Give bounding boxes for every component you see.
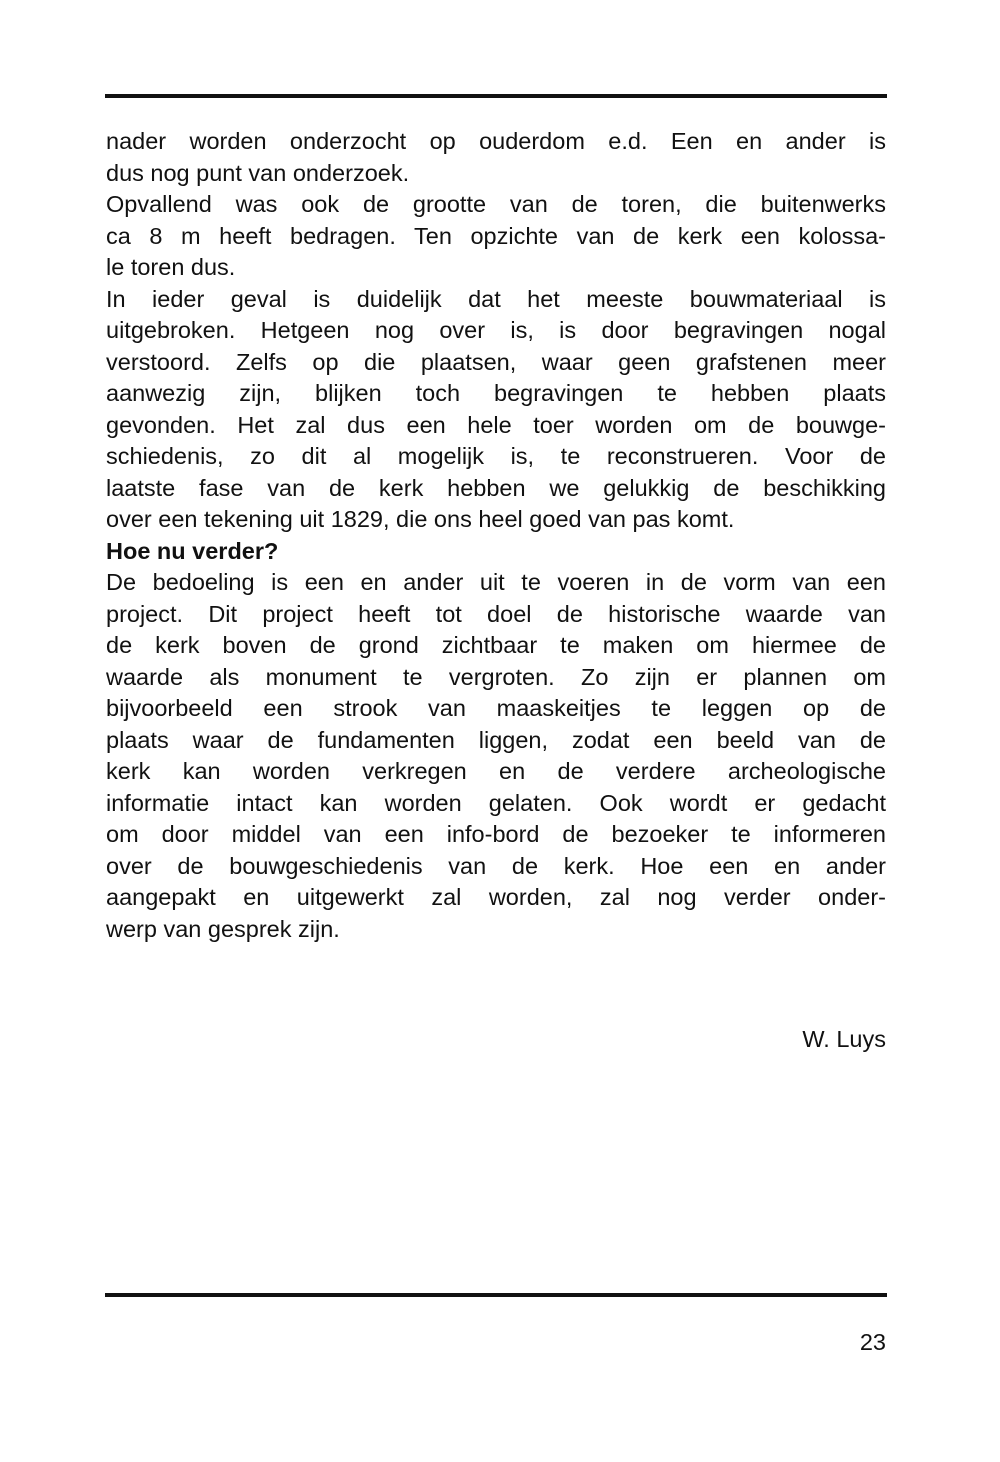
paragraph-2 [106,189,886,284]
page-number: 23 [859,1329,886,1355]
text-line: laatste fase van de kerk hebben we gelukkig de beschikking [106,474,886,501]
text-line: aangepakt en uitgewerkt zal worden, zal nog verder onder- [106,884,886,910]
text-line: De bedoeling is een en ander uit te voeren in de vorm van een [106,569,886,595]
text-line: schiedenis, zo dit al mogelijk is, te reconstrueren. Voor de [106,443,886,469]
text-line: uitgebroken. Hetgeen nog over is, is door begravingen nogal [106,317,886,343]
text-line: de kerk boven de grond zichtbaar te maken om hiermee de [106,632,886,658]
article-body [106,126,886,945]
text-line: over een tekening uit 1829, die ons heel goed van pas komt. [106,506,735,532]
text-line: om door middel van een info-bord de bezoeker te informeren [106,821,886,847]
text-line: le toren dus. [106,254,236,280]
text-line: werp van gesprek zijn. [106,915,340,942]
text-line: waarde als monument te vergroten. Zo zijn er plannen om [106,663,886,690]
text-line: informatie intact kan worden gelaten. Ook wordt er gedacht [106,789,886,816]
text-line: ca 8 m heeft bedragen. Ten opzichte van de kerk een kolossa- [106,222,886,249]
text-line: over de bouwgeschiedenis van de kerk. Hoe een en ander [106,852,886,879]
text-line: project. Dit project heeft tot doel de historische waarde van [106,600,886,627]
top-rule [105,94,887,98]
bottom-rule [105,1293,887,1297]
text-line: aanwezig zijn, blijken toch begravingen te hebben plaats [106,380,886,406]
text-line: verstoord. Zelfs op die plaatsen, waar geen grafstenen meer [106,348,886,375]
paragraph-3 [106,284,886,536]
section-heading: Hoe nu verder? [106,537,279,564]
paragraph-4 [106,567,886,945]
text-line: bijvoorbeeld een strook van maaskeitjes te leggen op de [106,695,886,721]
text-line: plaats waar de fundamenten liggen, zodat een beeld van de [106,726,886,753]
text-line: Opvallend was ook de grootte van de toren, die buitenwerks [106,191,886,217]
text-line: nader worden onderzocht op ouderdom e.d. Een en ander is [106,128,886,154]
text-line: kerk kan worden verkregen en de verdere archeologische [106,758,886,784]
author-signature: W. Luys [802,1026,886,1052]
text-line: gevonden. Het zal dus een hele toer worden om de bouwge- [106,411,886,438]
text-line: dus nog punt van onderzoek. [106,159,410,186]
text-line: In ieder geval is duidelijk dat het meeste bouwmateriaal is [106,285,886,312]
paragraph-1 [106,126,886,189]
